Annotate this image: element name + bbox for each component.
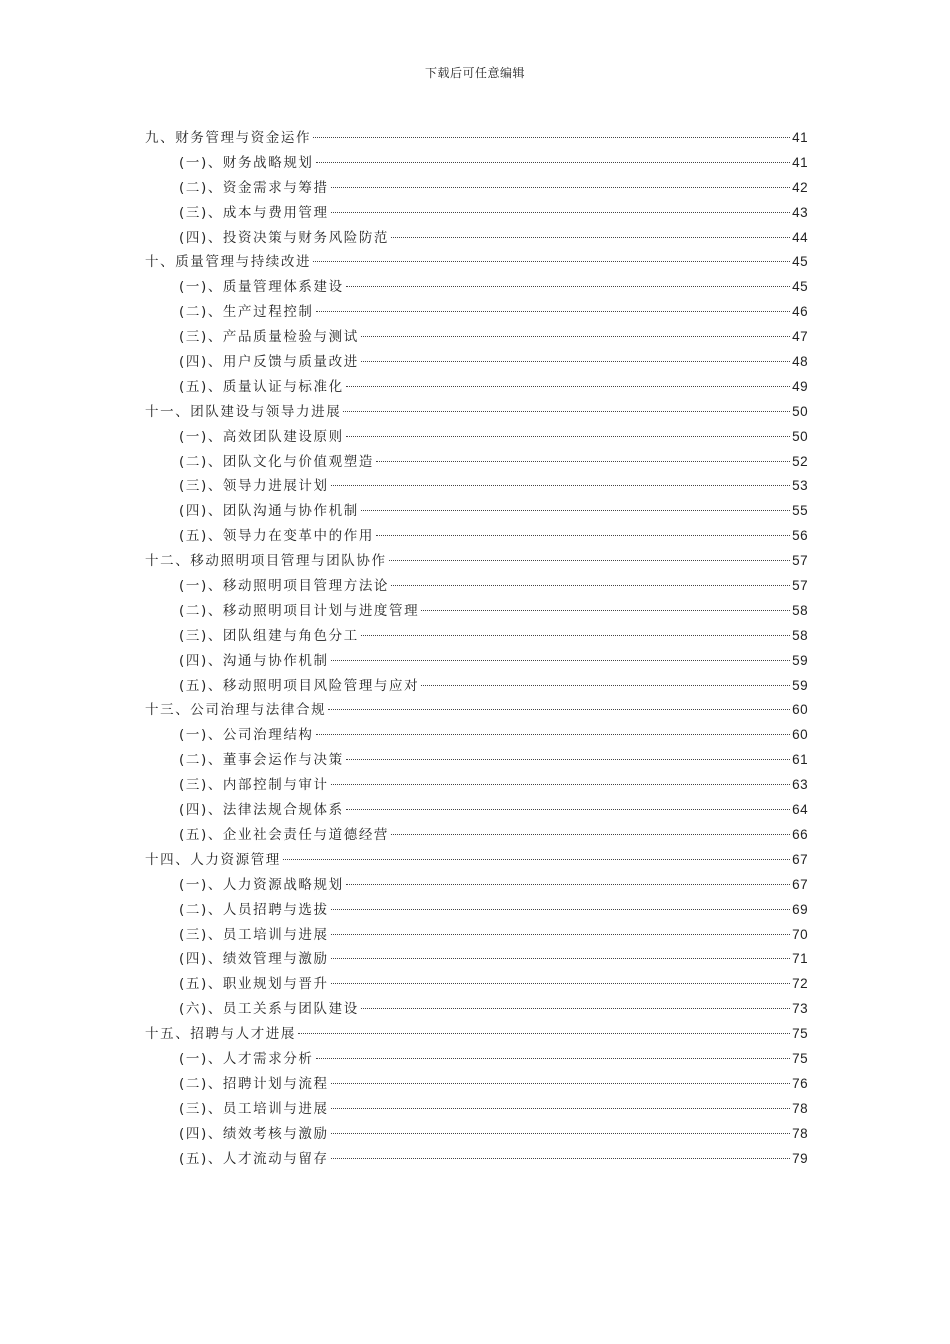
toc-section-entry[interactable] xyxy=(145,325,808,350)
toc-entry-title: (五)、人才流动与留存 xyxy=(179,1150,329,1167)
toc-entry-title: (二)、移动照明项目计划与进度管理 xyxy=(179,602,420,619)
toc-entry-title: (一)、人力资源战略规划 xyxy=(179,876,344,893)
toc-page-number: 67 xyxy=(792,876,808,892)
toc-page-number: 73 xyxy=(792,1001,808,1017)
toc-entry-title: (三)、成本与费用管理 xyxy=(179,204,329,221)
toc-section-entry[interactable] xyxy=(145,499,808,524)
toc-section-entry[interactable] xyxy=(145,972,808,997)
toc-chapter-entry[interactable] xyxy=(145,1022,808,1047)
toc-entry-title: (三)、内部控制与审计 xyxy=(179,777,329,794)
toc-dot-leader xyxy=(376,535,790,536)
toc-entry-title: (三)、产品质量检验与测试 xyxy=(179,329,359,346)
toc-section-entry[interactable] xyxy=(145,524,808,549)
toc-section-entry[interactable] xyxy=(145,947,808,972)
toc-dot-leader xyxy=(346,286,790,287)
toc-section-entry[interactable] xyxy=(145,923,808,948)
toc-entry-title: (四)、沟通与协作机制 xyxy=(179,652,329,669)
toc-entry-title: (三)、领导力进展计划 xyxy=(179,478,329,495)
toc-entry-title: 十一、团队建设与领导力进展 xyxy=(145,403,342,420)
toc-dot-leader xyxy=(331,784,791,785)
toc-chapter-entry[interactable] xyxy=(145,848,808,873)
toc-page-number: 59 xyxy=(792,677,808,693)
toc-page-number: 41 xyxy=(792,130,808,145)
toc-page-number: 48 xyxy=(792,354,808,370)
toc-dot-leader xyxy=(316,162,791,163)
toc-section-entry[interactable] xyxy=(145,350,808,375)
toc-dot-leader xyxy=(331,934,791,935)
toc-page-number: 50 xyxy=(792,428,808,444)
toc-section-entry[interactable] xyxy=(145,723,808,748)
toc-section-entry[interactable] xyxy=(145,574,808,599)
toc-page-number: 52 xyxy=(792,453,808,469)
toc-dot-leader xyxy=(331,660,791,661)
toc-dot-leader xyxy=(346,809,790,810)
toc-dot-leader xyxy=(331,1158,791,1159)
toc-section-entry[interactable] xyxy=(145,300,808,325)
toc-chapter-entry[interactable] xyxy=(145,549,808,574)
toc-page-number: 44 xyxy=(792,229,808,245)
toc-chapter-entry[interactable] xyxy=(145,400,808,425)
toc-page-number: 75 xyxy=(792,1026,808,1042)
toc-page-number: 45 xyxy=(792,254,808,270)
toc-dot-leader xyxy=(331,983,791,984)
toc-section-entry[interactable] xyxy=(145,599,808,624)
toc-section-entry[interactable] xyxy=(145,176,808,201)
toc-page-number: 53 xyxy=(792,478,808,494)
toc-entry-title: (三)、员工培训与进展 xyxy=(179,926,329,943)
toc-entry-title: (一)、移动照明项目管理方法论 xyxy=(179,578,390,595)
toc-page-number: 63 xyxy=(792,777,808,793)
toc-section-entry[interactable] xyxy=(145,873,808,898)
toc-dot-leader xyxy=(391,237,790,238)
toc-section-entry[interactable] xyxy=(145,674,808,699)
toc-dot-leader xyxy=(316,1058,791,1059)
toc-section-entry[interactable] xyxy=(145,201,808,226)
toc-page-number: 78 xyxy=(792,1100,808,1116)
toc-page-number: 41 xyxy=(792,154,808,170)
toc-dot-leader xyxy=(346,884,790,885)
toc-entry-title: 九、财务管理与资金运作 xyxy=(145,130,312,146)
toc-page-number: 61 xyxy=(792,752,808,768)
toc-entry-title: (四)、投资决策与财务风险防范 xyxy=(179,229,390,246)
toc-page-number: 57 xyxy=(792,553,808,569)
toc-dot-leader xyxy=(331,1083,791,1084)
toc-section-entry[interactable] xyxy=(145,450,808,475)
toc-entry-title: (五)、企业社会责任与道德经营 xyxy=(179,826,390,843)
toc-entry-title: 十、质量管理与持续改进 xyxy=(145,254,312,271)
toc-entry-title: (二)、生产过程控制 xyxy=(179,304,314,321)
toc-page-number: 58 xyxy=(792,627,808,643)
toc-dot-leader xyxy=(421,610,790,611)
toc-dot-leader xyxy=(346,436,790,437)
toc-entry-title: (一)、公司治理结构 xyxy=(179,727,314,744)
toc-entry-title: (四)、用户反馈与质量改进 xyxy=(179,354,359,371)
toc-page-number: 57 xyxy=(792,578,808,594)
toc-page-number: 60 xyxy=(792,702,808,718)
toc-dot-leader xyxy=(313,261,790,262)
toc-dot-leader xyxy=(328,709,790,710)
toc-page-number: 59 xyxy=(792,652,808,668)
toc-chapter-entry[interactable] xyxy=(145,250,808,275)
toc-entry-title: (五)、领导力在变革中的作用 xyxy=(179,528,374,545)
toc-entry-title: 十五、招聘与人才进展 xyxy=(145,1026,296,1043)
toc-dot-leader xyxy=(298,1033,790,1034)
toc-chapter-entry[interactable] xyxy=(145,126,808,151)
toc-page-number: 43 xyxy=(792,204,808,220)
toc-page-number: 78 xyxy=(792,1125,808,1141)
toc-section-entry[interactable] xyxy=(145,1122,808,1147)
toc-section-entry[interactable] xyxy=(145,1097,808,1122)
toc-section-entry[interactable] xyxy=(145,226,808,251)
toc-section-entry[interactable] xyxy=(145,275,808,300)
toc-dot-leader xyxy=(331,909,791,910)
toc-dot-leader xyxy=(361,1008,790,1009)
toc-page-number: 67 xyxy=(792,851,808,867)
toc-section-entry[interactable] xyxy=(145,823,808,848)
toc-dot-leader xyxy=(331,485,791,486)
toc-section-entry[interactable] xyxy=(145,748,808,773)
table-of-contents xyxy=(145,126,808,1171)
toc-dot-leader xyxy=(361,361,790,362)
toc-section-entry[interactable] xyxy=(145,474,808,499)
toc-page-number: 66 xyxy=(792,826,808,842)
toc-page-number: 79 xyxy=(792,1150,808,1166)
toc-section-entry[interactable] xyxy=(145,425,808,450)
toc-dot-leader xyxy=(331,212,791,213)
toc-entry-title: (六)、员工关系与团队建设 xyxy=(179,1001,359,1018)
toc-dot-leader xyxy=(313,137,790,138)
toc-section-entry[interactable] xyxy=(145,624,808,649)
toc-section-entry[interactable] xyxy=(145,997,808,1022)
toc-entry-title: (四)、团队沟通与协作机制 xyxy=(179,503,359,520)
toc-entry-title: (二)、董事会运作与决策 xyxy=(179,752,344,769)
toc-entry-title: 十二、移动照明项目管理与团队协作 xyxy=(145,553,387,570)
toc-entry-title: (四)、绩效管理与激励 xyxy=(179,951,329,968)
toc-page-number: 55 xyxy=(792,503,808,519)
toc-dot-leader xyxy=(331,1108,791,1109)
toc-entry-title: (二)、招聘计划与流程 xyxy=(179,1075,329,1092)
toc-page-number: 56 xyxy=(792,528,808,544)
toc-section-entry[interactable] xyxy=(145,898,808,923)
toc-dot-leader xyxy=(391,834,790,835)
toc-dot-leader xyxy=(346,386,790,387)
toc-entry-title: (一)、财务战略规划 xyxy=(179,154,314,171)
toc-page-number: 46 xyxy=(792,304,808,320)
toc-page-number: 58 xyxy=(792,602,808,618)
toc-page-number: 47 xyxy=(792,329,808,345)
toc-dot-leader xyxy=(346,759,790,760)
toc-dot-leader xyxy=(389,560,791,561)
toc-entry-title: (一)、质量管理体系建设 xyxy=(179,279,344,296)
toc-section-entry[interactable] xyxy=(145,375,808,400)
toc-entry-title: (五)、质量认证与标准化 xyxy=(179,378,344,395)
page-header: 下载后可任意编辑 xyxy=(424,66,525,80)
toc-entry-title: (五)、职业规划与晋升 xyxy=(179,976,329,993)
toc-dot-leader xyxy=(391,585,790,586)
toc-entry-title: (四)、法律法规合规体系 xyxy=(179,802,344,819)
toc-page-number: 49 xyxy=(792,378,808,394)
toc-page-number: 60 xyxy=(792,727,808,743)
toc-entry-title: (二)、人员招聘与选拔 xyxy=(179,901,329,918)
toc-dot-leader xyxy=(331,187,791,188)
toc-dot-leader xyxy=(316,311,791,312)
toc-dot-leader xyxy=(283,859,790,860)
toc-section-entry[interactable] xyxy=(145,773,808,798)
toc-dot-leader xyxy=(343,411,790,412)
toc-entry-title: (三)、员工培训与进展 xyxy=(179,1100,329,1117)
toc-page-number: 69 xyxy=(792,901,808,917)
toc-section-entry[interactable] xyxy=(145,1147,808,1172)
toc-entry-title: (二)、资金需求与筹措 xyxy=(179,179,329,196)
toc-entry-title: 十四、人力资源管理 xyxy=(145,851,281,868)
toc-page-number: 71 xyxy=(792,951,808,967)
toc-entry-title: (三)、团队组建与角色分工 xyxy=(179,627,359,644)
toc-dot-leader xyxy=(421,685,790,686)
toc-section-entry[interactable] xyxy=(145,1072,808,1097)
toc-entry-title: (一)、人才需求分析 xyxy=(179,1050,314,1067)
toc-entry-title: 十三、公司治理与法律合规 xyxy=(145,702,327,719)
toc-page-number: 50 xyxy=(792,403,808,419)
toc-dot-leader xyxy=(361,510,790,511)
toc-entry-title: (五)、移动照明项目风险管理与应对 xyxy=(179,677,420,694)
toc-dot-leader xyxy=(361,336,790,337)
toc-section-entry[interactable] xyxy=(145,649,808,674)
toc-section-entry[interactable] xyxy=(145,1047,808,1072)
toc-section-entry[interactable] xyxy=(145,798,808,823)
toc-page-number: 45 xyxy=(792,279,808,295)
toc-dot-leader xyxy=(361,635,790,636)
toc-entry-title: (四)、绩效考核与激励 xyxy=(179,1125,329,1142)
toc-dot-leader xyxy=(376,461,790,462)
toc-dot-leader xyxy=(331,958,791,959)
toc-page-number: 72 xyxy=(792,976,808,992)
toc-page-number: 42 xyxy=(792,179,808,195)
toc-page-number: 75 xyxy=(792,1050,808,1066)
toc-entry-title: (一)、高效团队建设原则 xyxy=(179,428,344,445)
toc-chapter-entry[interactable] xyxy=(145,698,808,723)
toc-page-number: 76 xyxy=(792,1075,808,1091)
toc-entry-title: (二)、团队文化与价值观塑造 xyxy=(179,453,374,470)
toc-dot-leader xyxy=(331,1133,791,1134)
toc-section-entry[interactable] xyxy=(145,151,808,176)
toc-dot-leader xyxy=(316,734,791,735)
toc-page-number: 64 xyxy=(792,802,808,818)
toc-page-number: 70 xyxy=(792,926,808,942)
